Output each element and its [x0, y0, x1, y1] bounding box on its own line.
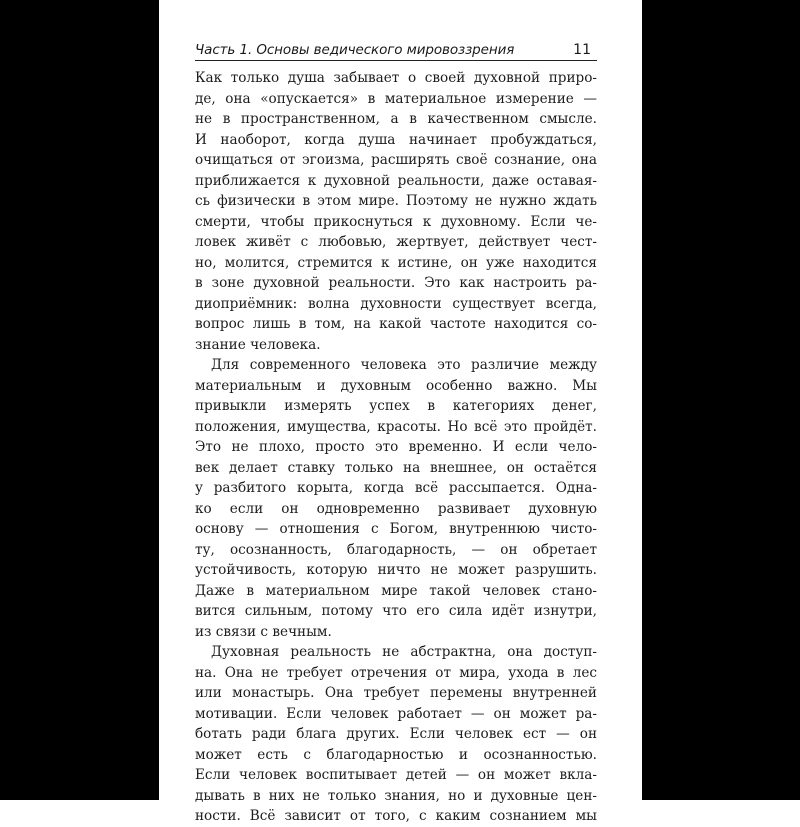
text-line: может есть с благодарностью и осознанностью.	[195, 746, 597, 763]
text-line: дывать в них не только знания, но и духовные цен-	[195, 787, 597, 804]
book-page	[159, 0, 642, 824]
text-line: де, она «опускается» в материальное измерение —	[195, 90, 597, 107]
text-line: знание человека.	[195, 336, 321, 353]
text-line: приближается к духовной реальности, даже оставая-	[195, 172, 597, 189]
text-line: И наоборот, когда душа начинает пробуждаться,	[195, 131, 597, 148]
text-line: или монастырь. Она требует перемены внутренней	[195, 685, 597, 701]
text-line: основу — отношения с Богом, внутреннюю чисто-	[195, 521, 597, 537]
text-line: у разбитого корыта, когда всё рассыпается. Одна-	[195, 480, 597, 496]
text-line: на. Она не требует отречения от мира, ухода в лес	[195, 664, 597, 681]
text-line: материальным и духовным особенно важно. Мы	[195, 377, 597, 394]
page-header	[195, 36, 597, 61]
paragraph	[195, 68, 597, 355]
paragraph	[195, 355, 597, 642]
text-line: диоприёмник: волна духовности существует всегда,	[195, 295, 597, 312]
body-text	[195, 68, 597, 827]
text-line: Как только душа забывает о своей духовной приро-	[195, 70, 597, 86]
text-line: ту, осознанность, благодарность, — он обретает	[195, 541, 597, 558]
text-line: вится сильным, потому что его сила идёт изнутри,	[195, 603, 597, 619]
text-line: Даже в материальном мире такой человек стано-	[195, 582, 597, 599]
text-line: век делает ставку только на внешнее, он остаётся	[195, 459, 597, 476]
text-line: ботать ради блага других. Если человек ест — он	[195, 726, 597, 742]
text-line: из связи с вечным.	[195, 623, 332, 640]
page-number: 11	[573, 42, 591, 58]
text-line: ловек живёт с любовью, жертвует, действует чест-	[195, 234, 597, 250]
text-line: Если человек воспитывает детей — он может вкла-	[195, 767, 597, 783]
text-line: сь физически в этом мире. Поэтому не нужно ждать	[195, 193, 597, 209]
text-line: Духовная реальность не абстрактна, она доступ-	[211, 644, 597, 660]
text-line: смерти, чтобы прикоснуться к духовному. Если че-	[195, 213, 597, 230]
text-line: привыкли измерять успех в категориях денег,	[195, 398, 597, 414]
text-line: не в пространственном, а в качественном смысле.	[195, 111, 597, 127]
text-line: вопрос лишь в том, на какой частоте находится со-	[195, 316, 597, 332]
right-black-border	[642, 0, 800, 800]
text-line: Это не плохо, просто это временно. И если чело-	[195, 439, 597, 455]
running-title: Часть 1. Основы ведического мировоззрения	[195, 42, 515, 58]
text-line: положения, имущества, красоты. Но всё это пройдёт.	[195, 418, 597, 435]
text-line: Для современного человека это различие между	[211, 357, 597, 373]
paragraph	[195, 642, 597, 827]
text-line: очищаться от эгоизма, расширять своё сознание, она	[195, 152, 597, 168]
text-line: устойчивость, которую ничто не может разрушить.	[195, 562, 597, 578]
text-line: мотивации. Если человек работает — он может ра-	[195, 705, 597, 722]
text-line: ности. Всё зависит от того, с каким сознанием мы	[195, 808, 597, 824]
left-black-border	[0, 0, 159, 800]
text-line: но, молится, стремится к истине, он уже находится	[195, 254, 597, 271]
text-line: в зоне духовной реальности. Это как настроить ра-	[195, 275, 597, 291]
text-line: ко если он одновременно развивает духовную	[195, 500, 597, 517]
